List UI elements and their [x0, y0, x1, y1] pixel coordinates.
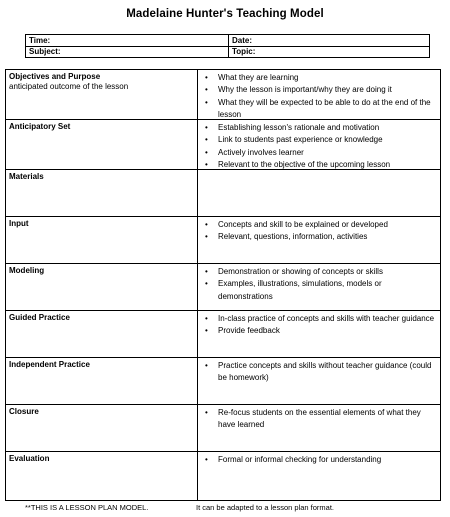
section-heading: Closure [9, 407, 39, 416]
info-row-subject-topic [26, 46, 429, 57]
bullet-item: • Relevant to the objective of the upcoming lesson [204, 159, 436, 171]
section-label [6, 311, 198, 357]
section-heading: Materials [9, 172, 44, 181]
bullet-item: • Actively involves learner [204, 147, 436, 159]
bullet-item: • Why the lesson is important/why they are doing it [204, 84, 436, 96]
section-heading: Anticipatory Set [9, 122, 71, 131]
section-closure [6, 405, 440, 452]
bullet-item: • Provide feedback [204, 325, 436, 337]
bullet-item: • Link to students past experience or knowledge [204, 134, 436, 146]
section-heading: Objectives and Purpose [9, 72, 101, 81]
date-field[interactable]: Date: [232, 36, 253, 45]
section-content[interactable] [198, 217, 440, 263]
section-heading: Modeling [9, 266, 45, 275]
section-label [6, 217, 198, 263]
document-title: Madelaine Hunter's Teaching Model [126, 8, 324, 20]
section-label [6, 264, 198, 310]
section-materials [6, 170, 440, 217]
section-label [6, 170, 198, 216]
section-subtext: anticipated outcome of the lesson [9, 82, 129, 91]
bullet-item: • Demonstration or showing of concepts or skills [204, 266, 436, 278]
time-field[interactable]: Time: [26, 35, 229, 46]
section-heading: Independent Practice [9, 360, 90, 369]
bullet-item: • Relevant, questions, information, activities [204, 231, 436, 243]
section-content[interactable] [198, 311, 440, 357]
footer-adapt-note: It can be adapted to a lesson plan format. [196, 503, 335, 512]
section-heading: Guided Practice [9, 313, 70, 322]
bullet-item: • What they will be expected to be able to do at the end of the lesson [204, 97, 436, 122]
topic-field[interactable]: Topic: [232, 47, 256, 56]
bullet-item: • Practice concepts and skills without teacher guidance (could be homework) [204, 360, 436, 385]
bullet-item: • Re-focus students on the essential elements of what they have learned [204, 407, 436, 432]
section-label [6, 405, 198, 451]
section-label [6, 358, 198, 404]
section-heading: Input [9, 219, 29, 228]
bullet-item: • In-class practice of concepts and skills with teacher guidance [204, 313, 436, 325]
section-label [6, 70, 198, 119]
section-objectives [6, 70, 440, 120]
section-modeling [6, 264, 440, 311]
section-guided-practice [6, 311, 440, 358]
section-input [6, 217, 440, 264]
section-independent-practice [6, 358, 440, 405]
bullet-item: • What they are learning [204, 72, 436, 84]
section-content[interactable] [198, 405, 440, 451]
bullet-item: • Examples, illustrations, simulations, models or demonstrations [204, 278, 436, 303]
section-label [6, 452, 198, 500]
lesson-plan-table [5, 69, 441, 501]
section-content[interactable] [198, 70, 440, 119]
section-heading: Evaluation [9, 454, 50, 463]
bullet-item: • Establishing lesson's rationale and motivation [204, 122, 436, 134]
bullet-item: • Concepts and skill to be explained or developed [204, 219, 436, 231]
section-content[interactable] [198, 452, 440, 500]
subject-field[interactable]: Subject: [26, 46, 229, 57]
footer-note: **THIS IS A LESSON PLAN MODEL. [25, 503, 149, 512]
section-content[interactable] [198, 120, 440, 169]
lesson-info-table [25, 34, 430, 58]
section-content[interactable] [198, 358, 440, 404]
section-label [6, 120, 198, 169]
section-evaluation [6, 452, 440, 500]
section-content[interactable] [198, 170, 440, 216]
section-content[interactable] [198, 264, 440, 310]
section-anticipatory-set [6, 120, 440, 170]
bullet-item: • Formal or informal checking for understanding [204, 454, 436, 466]
